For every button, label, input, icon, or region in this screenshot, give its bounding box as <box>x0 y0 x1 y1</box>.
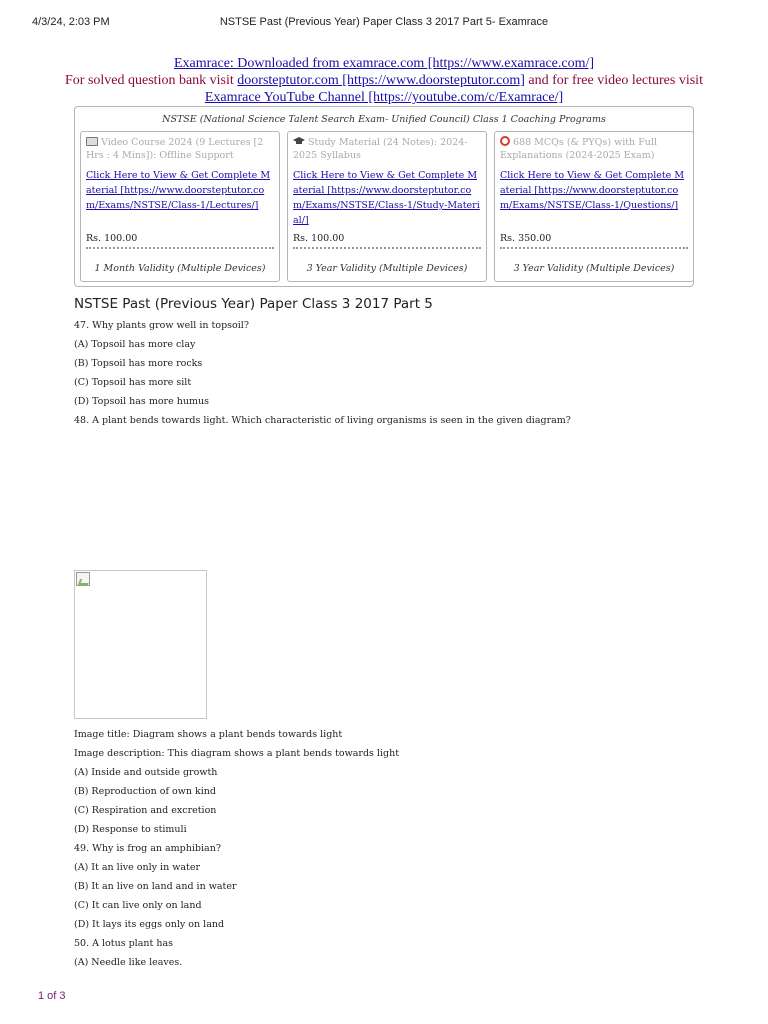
question-48: 48. A plant bends towards light. Which characteristic of living organisms is seen in the given diagram? <box>74 415 571 426</box>
card-price: Rs. 100.00 <box>293 232 481 249</box>
option-d: (D) Response to stimuli <box>74 824 187 835</box>
option-b: (B) Topsoil has more rocks <box>74 358 203 369</box>
broken-image-icon <box>76 572 90 586</box>
card-validity: 1 Month Validity (Multiple Devices) <box>94 263 266 274</box>
card-link[interactable]: Click Here to View & Get Complete Material [https://www.doorsteptutor.com/Exams/NSTSE/Class-1/Study-Material/] <box>293 170 480 226</box>
spacer <box>74 430 694 570</box>
option-b: (B) It an live on land and in water <box>74 881 237 892</box>
programs-title: NSTSE (National Science Talent Search Exam- Unified Council) Class 1 Coaching Programs <box>162 114 606 125</box>
card-heading <box>500 136 688 162</box>
option-b: (B) Reproduction of own kind <box>74 786 217 797</box>
card-link[interactable]: Click Here to View & Get Complete Material [https://www.doorsteptutor.com/Exams/NSTSE/Class-1/Lectures/] <box>86 170 271 211</box>
banner-prefix: For solved question bank visit <box>65 73 238 88</box>
examrace-link[interactable]: Examrace: Downloaded from examrace.com [https://www.examrace.com/] <box>173 56 595 71</box>
card-validity: 3 Year Validity (Multiple Devices) <box>513 263 675 274</box>
card-heading-text: Study Material (24 Notes): 2024-2025 Syllabus <box>293 137 468 161</box>
card-validity: 3 Year Validity (Multiple Devices) <box>306 263 468 274</box>
youtube-channel-link[interactable]: Examrace YouTube Channel [https://youtube.com/c/Examrace/] <box>204 90 564 105</box>
image-title: Image title: Diagram shows a plant bends towards light <box>74 729 343 740</box>
video-icon <box>86 137 98 146</box>
question-block-b <box>74 725 694 972</box>
program-cards <box>80 131 688 282</box>
question-50: 50. A lotus plant has <box>74 938 173 949</box>
option-a: (A) Topsoil has more clay <box>74 339 196 350</box>
option-a: (A) Inside and outside growth <box>74 767 218 778</box>
print-title: NSTSE Past (Previous Year) Paper Class 3 2017 Part 5- Examrace <box>219 16 549 28</box>
question-47: 47. Why plants grow well in topsoil? <box>74 320 249 331</box>
card-price: Rs. 350.00 <box>500 232 688 249</box>
article-content <box>74 292 694 972</box>
graduation-cap-icon <box>293 136 305 146</box>
page-title: NSTSE Past (Previous Year) Paper Class 3 2017 Part 5 <box>74 296 433 312</box>
target-icon <box>500 136 510 146</box>
card-heading-text: Video Course 2024 (9 Lectures [2 Hrs : 4 Mins]): Offline Support <box>86 137 264 161</box>
option-c: (C) Respiration and excretion <box>74 805 217 816</box>
doorsteptutor-link[interactable]: doorsteptutor.com [https://www.doorsteptutor.com] <box>237 73 525 88</box>
option-c: (C) It can live only on land <box>74 900 202 911</box>
card-heading <box>86 136 274 162</box>
card-price: Rs. 100.00 <box>86 232 274 249</box>
print-header <box>32 16 736 32</box>
card-link[interactable]: Click Here to View & Get Complete Material [https://www.doorsteptutor.com/Exams/NSTSE/Class-1/Questions/] <box>500 170 685 211</box>
page-number: 1 of 3 <box>38 990 66 1002</box>
option-d: (D) Topsoil has more humus <box>74 396 209 407</box>
image-description: Image description: This diagram shows a plant bends towards light <box>74 748 400 759</box>
examrace-banner <box>60 55 708 106</box>
program-card-mcqs <box>494 131 694 282</box>
diagram-image-placeholder <box>74 570 207 719</box>
program-card-video <box>80 131 280 282</box>
card-heading-text: 688 MCQs (& PYQs) with Full Explanations (2024-2025 Exam) <box>500 137 657 161</box>
print-date: 4/3/24, 2:03 PM <box>32 16 110 28</box>
question-49: 49. Why is frog an amphibian? <box>74 843 221 854</box>
option-a: (A) It an live only in water <box>74 862 200 873</box>
option-c: (C) Topsoil has more silt <box>74 377 192 388</box>
question-block-a <box>74 316 694 430</box>
program-card-study-material <box>287 131 487 282</box>
option-d: (D) It lays its eggs only on land <box>74 919 225 930</box>
option-a: (A) Needle like leaves. <box>74 957 183 968</box>
coaching-programs-box <box>74 106 694 287</box>
banner-suffix: and for free video lectures visit <box>524 73 703 88</box>
card-heading <box>293 136 481 162</box>
